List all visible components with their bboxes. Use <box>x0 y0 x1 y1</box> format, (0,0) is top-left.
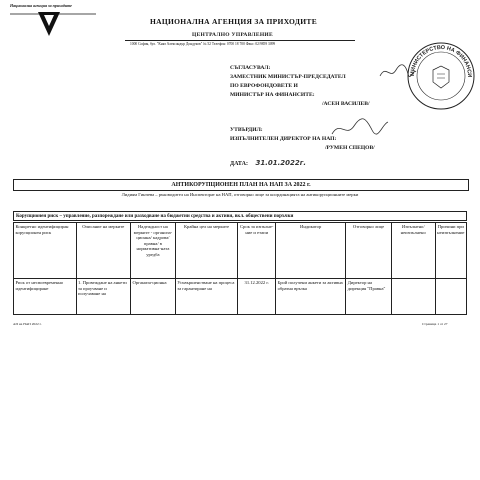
table-cell: Усъвършенстване на процеса за гарантиране на <box>175 279 238 315</box>
table-header-cell: Конкретно идентифициран корупционен риск <box>14 223 77 279</box>
table-row <box>14 279 467 315</box>
table-header-cell: Крайна цел на мерките <box>175 223 238 279</box>
agreed-signer: /АСЕН ВАСИЛЕВ/ <box>322 101 370 107</box>
table-header-cell: Описание на мерките <box>76 223 131 279</box>
table-cell <box>435 279 466 315</box>
stamp-text: МИНИСТЕРСТВО НА ФИНАНСИ <box>409 44 473 78</box>
agency-name: НАЦИОНАЛНА АГЕНЦИЯ ЗА ПРИХОДИТЕ <box>150 17 317 26</box>
table-cell: Организа-ционна <box>131 279 176 315</box>
table-cell: 31.12.2022 г. <box>238 279 276 315</box>
signature-spetsov <box>330 116 390 140</box>
agreed-heading: СЪГЛАСУВАЛ: <box>230 65 271 71</box>
agency-address: 1000 София, бул. "Княз Александър Дондуков" № 52 Телефон: 0700 18 700 Факс: 02/9859 3099 <box>130 42 276 46</box>
table-header-cell: Надеждност на мерките - организа-ционна/ кадрова/ правна/ в нормативна-ната уредба <box>131 223 176 279</box>
table-cell: Риск от несвоевременно идентифициране <box>14 279 77 315</box>
date-value: 31.01.2022г. <box>255 159 307 167</box>
plan-title: АНТИКОРУПЦИОНЕН ПЛАН НА НАП ЗА 2022 г. <box>13 179 469 191</box>
table-header-cell: Срок за изпълне-ние и етапи <box>238 223 276 279</box>
table-cell: 1. Провеждане на анкети за проучване и получаване на <box>76 279 131 315</box>
table-cell <box>391 279 435 315</box>
table-header-row <box>14 223 467 279</box>
table-header-cell: Причини при неизпълнение <box>435 223 466 279</box>
table-header-cell: Изпълнено/ неизпълнено <box>391 223 435 279</box>
table-cell: Директор на дирекция "Правна" <box>346 279 392 315</box>
agreed-block <box>230 64 400 109</box>
footer-page-number: Страница 1 от 27 <box>422 322 448 326</box>
approved-heading: УТВЪРДИЛ: <box>230 127 263 133</box>
agreed-line-2: ПО ЕВРОФОНДОВЕТЕ И <box>230 83 298 89</box>
svg-text:МИНИСТЕРСТВО НА ФИНАНСИТЕ <box>405 40 472 77</box>
approved-signer: /РУМЕН СПЕЦОВ/ <box>325 145 375 151</box>
approved-block <box>230 126 420 153</box>
footer-doc-ref: АП на НАП 2022 г. <box>13 322 42 326</box>
header-divider <box>125 40 355 41</box>
date-label: ДАТА: <box>230 161 248 167</box>
department-name: ЦЕНТРАЛНО УПРАВЛЕНИЕ <box>192 32 273 38</box>
official-stamp <box>405 40 477 117</box>
risk-area-heading: Корупционен риск – управление, разпореждане или разходване на бюджетни средства и активи, вкл. обществени поръчки <box>13 211 467 221</box>
agreed-line-3: МИНИСТЪР НА ФИНАНСИТЕ: <box>230 92 315 98</box>
table-header-cell: Отговорно лице <box>346 223 392 279</box>
plan-responsible: Лидиям Гинчева – ръководител на Инспекторат на НАП, отговорно лице за координацията на антикорупционните мерки <box>121 192 359 197</box>
approved-line-1: ИЗПЪЛНИТЕЛЕН ДИРЕКТОР НА НАП: <box>230 136 337 142</box>
table-cell: Брой получени анкети за активна обратна връзка <box>276 279 346 315</box>
agreed-line-1: ЗАМЕСТНИК МИНИСТЪР-ПРЕДСЕДАТЕЛ <box>230 74 346 80</box>
table-header-cell: Индикатор <box>276 223 346 279</box>
logo-text: Национална агенция за приходите <box>10 3 72 8</box>
date-row <box>230 159 306 167</box>
anticorruption-table <box>13 222 467 315</box>
